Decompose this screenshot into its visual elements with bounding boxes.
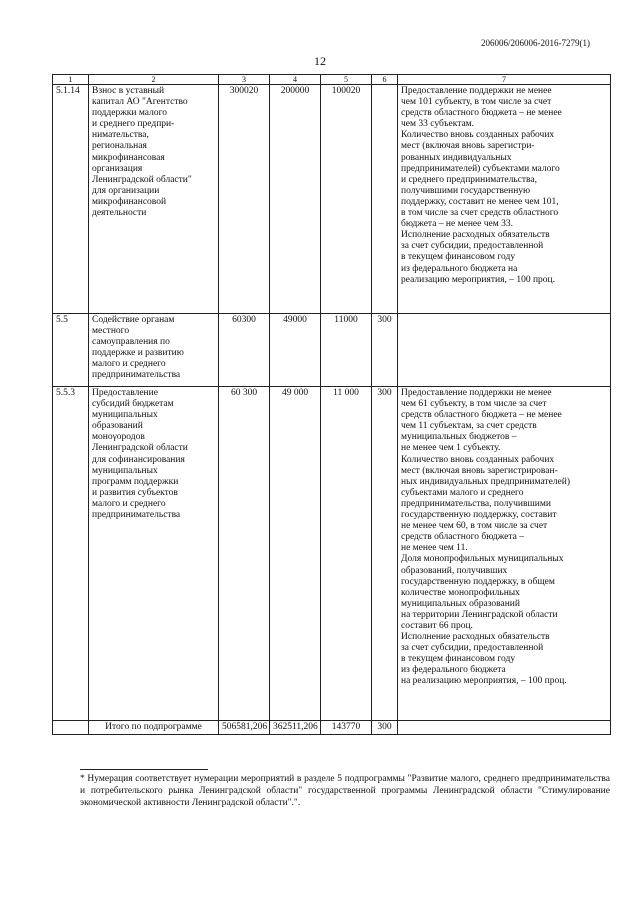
header-cell-6: 6	[372, 75, 398, 85]
text-line: субъектами малого и среднего	[401, 487, 524, 498]
text-line: нимательства,	[92, 130, 149, 141]
text-line: государственную поддержку, в общем	[401, 576, 555, 587]
text-line: муниципальных	[92, 465, 158, 476]
text-line: в текущем финансовом году	[401, 252, 516, 263]
text-line: за счет субсидии, предоставленной	[401, 241, 544, 252]
text-line: образований, получивших	[401, 565, 508, 576]
row-name	[89, 387, 219, 721]
header-row	[53, 75, 611, 85]
text-line: в том числе за счет средств областного	[401, 208, 559, 219]
text-line: муниципальных	[92, 410, 158, 421]
text-line: для организации	[92, 185, 160, 196]
text-line: на реализацию мероприятия, – 100 проц.	[401, 676, 567, 687]
row-result	[398, 387, 611, 721]
text-line: Взнос в уставный	[92, 86, 165, 96]
text-line: организация	[92, 163, 143, 174]
text-line: капитал АО "Агентство	[92, 97, 188, 108]
row-name	[89, 314, 219, 387]
text-line: рованных индивидуальных	[401, 152, 512, 163]
text-line: мест (включая вновь зарегистрирован-	[401, 465, 558, 476]
row-value-5: 100020	[321, 85, 372, 314]
text-line: чем 101 субъекту, в том числе за счет	[401, 97, 552, 108]
text-line: составит 66 проц.	[401, 620, 473, 631]
text-line: чем 11 субъектам, за счет средств	[401, 421, 537, 432]
text-line: ных индивидуальных предпринимателей)	[401, 476, 571, 487]
row-value-6: 300	[372, 387, 398, 721]
text-line: Количество вновь созданных рабочих	[401, 454, 555, 465]
text-line: муниципальных бюджетов –	[401, 432, 517, 443]
total-row	[53, 721, 611, 735]
text-line: и развития субъектов	[92, 487, 178, 498]
text-line: монογородов	[92, 432, 145, 443]
text-line: на территории Ленинградской области	[401, 609, 558, 620]
total-value-6: 300	[372, 721, 398, 735]
row-value-3: 300020	[219, 85, 270, 314]
row-value-6: 300	[372, 314, 398, 387]
text-line: деятельности	[92, 208, 147, 219]
header-cell-4: 4	[270, 75, 321, 85]
header-cell-1: 1	[53, 75, 89, 85]
total-value-5: 143770	[321, 721, 372, 735]
row-value-6	[372, 85, 398, 314]
text-line: местного	[92, 326, 130, 337]
header-cell-5: 5	[321, 75, 372, 85]
text-line: Доля монопрофильных муниципальных	[401, 554, 564, 565]
row-result	[398, 314, 611, 387]
text-line: малого и среднего	[92, 359, 166, 370]
text-line: чем 33 субъектам.	[401, 119, 475, 130]
table-row	[53, 85, 611, 314]
header-cell-2: 2	[89, 75, 219, 85]
text-line: Содействие органам	[92, 315, 175, 325]
page-number: 12	[314, 54, 326, 68]
text-line: реализацию мероприятия, – 100 проц.	[401, 274, 555, 285]
text-line: поддержке и развитию	[92, 348, 184, 359]
text-line: Ленинградской области	[92, 443, 188, 454]
row-value-3: 60 300	[219, 387, 270, 721]
row-code: 5.1.14	[53, 85, 89, 314]
text-line: не менее чем 11.	[401, 543, 468, 554]
footnote: * Нумерация соответствует нумерации мероприятий в разделе 5 подпрограммы "Развитие малого, среднего предпринимательства и потребительского рынка Ленинградской области" государственной программы Ленинградской области "Стимулирование экономической активности Ленинградской области".".	[80, 774, 610, 808]
total-value-4: 362511,206	[270, 721, 321, 735]
table-row	[53, 387, 611, 721]
text-line: Предоставление	[92, 388, 158, 398]
row-value-4: 49000	[270, 314, 321, 387]
text-line: из федерального бюджета	[401, 665, 506, 676]
footnote-divider	[80, 769, 208, 770]
text-line: поддержку, составит не менее чем 101,	[401, 196, 559, 207]
text-line: региональная	[92, 141, 147, 152]
text-line: средств областного бюджета – не менее	[401, 410, 562, 421]
text-line: средств областного бюджета – не менее	[401, 108, 562, 119]
row-value-3: 60300	[219, 314, 270, 387]
header-cell-7: 7	[398, 75, 611, 85]
text-line: образований	[92, 421, 143, 432]
text-line: муниципальных образований	[401, 598, 520, 609]
text-line: получившими государственную	[401, 185, 531, 196]
text-line: из федерального бюджета на	[401, 263, 518, 274]
text-line: самоуправления по	[92, 337, 170, 348]
text-line: средств областного бюджета –	[401, 532, 524, 543]
row-code: 5.5.3	[53, 387, 89, 721]
text-line: не менее чем 60, в том числе за счет	[401, 521, 548, 532]
row-value-5: 11000	[321, 314, 372, 387]
text-line: малого и среднего	[92, 498, 166, 509]
text-line: мест (включая вновь зарегистри-	[401, 141, 535, 152]
text-line: государственную поддержку, составит	[401, 510, 557, 521]
text-line: чем 61 субъекту, в том числе за счет	[401, 399, 547, 410]
row-value-5: 11 000	[321, 387, 372, 721]
text-line: для софинансирования	[92, 454, 185, 465]
text-line: программ поддержки	[92, 476, 179, 487]
text-line: Предоставление поддержки не менее	[401, 86, 552, 96]
text-line: Предоставление поддержки не менее	[401, 388, 552, 398]
text-line: Исполнение расходных обязательств	[401, 632, 550, 643]
text-line: в текущем финансовом году	[401, 654, 516, 665]
text-line: Ленинградской области"	[92, 174, 192, 185]
total-label: Итого по подпрограмме	[89, 721, 219, 735]
text-line: количестве монопрофильных	[401, 587, 520, 598]
text-line: Исполнение расходных обязательств	[401, 230, 550, 241]
total-result	[398, 721, 611, 735]
measures-table	[52, 74, 611, 735]
table-row	[53, 314, 611, 387]
text-line: за счет субсидии, предоставленной	[401, 643, 544, 654]
text-line: субсидий бюджетам	[92, 399, 174, 410]
text-line: и среднего предпри-	[92, 119, 175, 130]
row-name	[89, 85, 219, 314]
text-line: поддержки малого	[92, 108, 167, 119]
row-result	[398, 85, 611, 314]
text-line: предпринимательства	[92, 370, 181, 381]
text-line: микрофинансовая	[92, 152, 165, 163]
row-value-4: 49 000	[270, 387, 321, 721]
text-line: предпринимательства, получившими	[401, 498, 551, 509]
text-line: бюджета – не менее чем 33.	[401, 219, 513, 230]
total-value-3: 506581,206	[219, 721, 270, 735]
text-line: Количество вновь созданных рабочих	[401, 130, 555, 141]
text-line: не менее чем 1 субъекту.	[401, 443, 501, 454]
header-cell-3: 3	[219, 75, 270, 85]
text-line: и среднего предпринимательства,	[401, 174, 537, 185]
row-value-4: 200000	[270, 85, 321, 314]
document-id: 206006/206006-2016-7279(1)	[481, 38, 590, 48]
row-code: 5.5	[53, 314, 89, 387]
text-line: предпринимателей) субъектами малого	[401, 163, 560, 174]
text-line: микрофинансовой	[92, 196, 167, 207]
total-code	[53, 721, 89, 735]
text-line: предпринимательства	[92, 510, 181, 521]
